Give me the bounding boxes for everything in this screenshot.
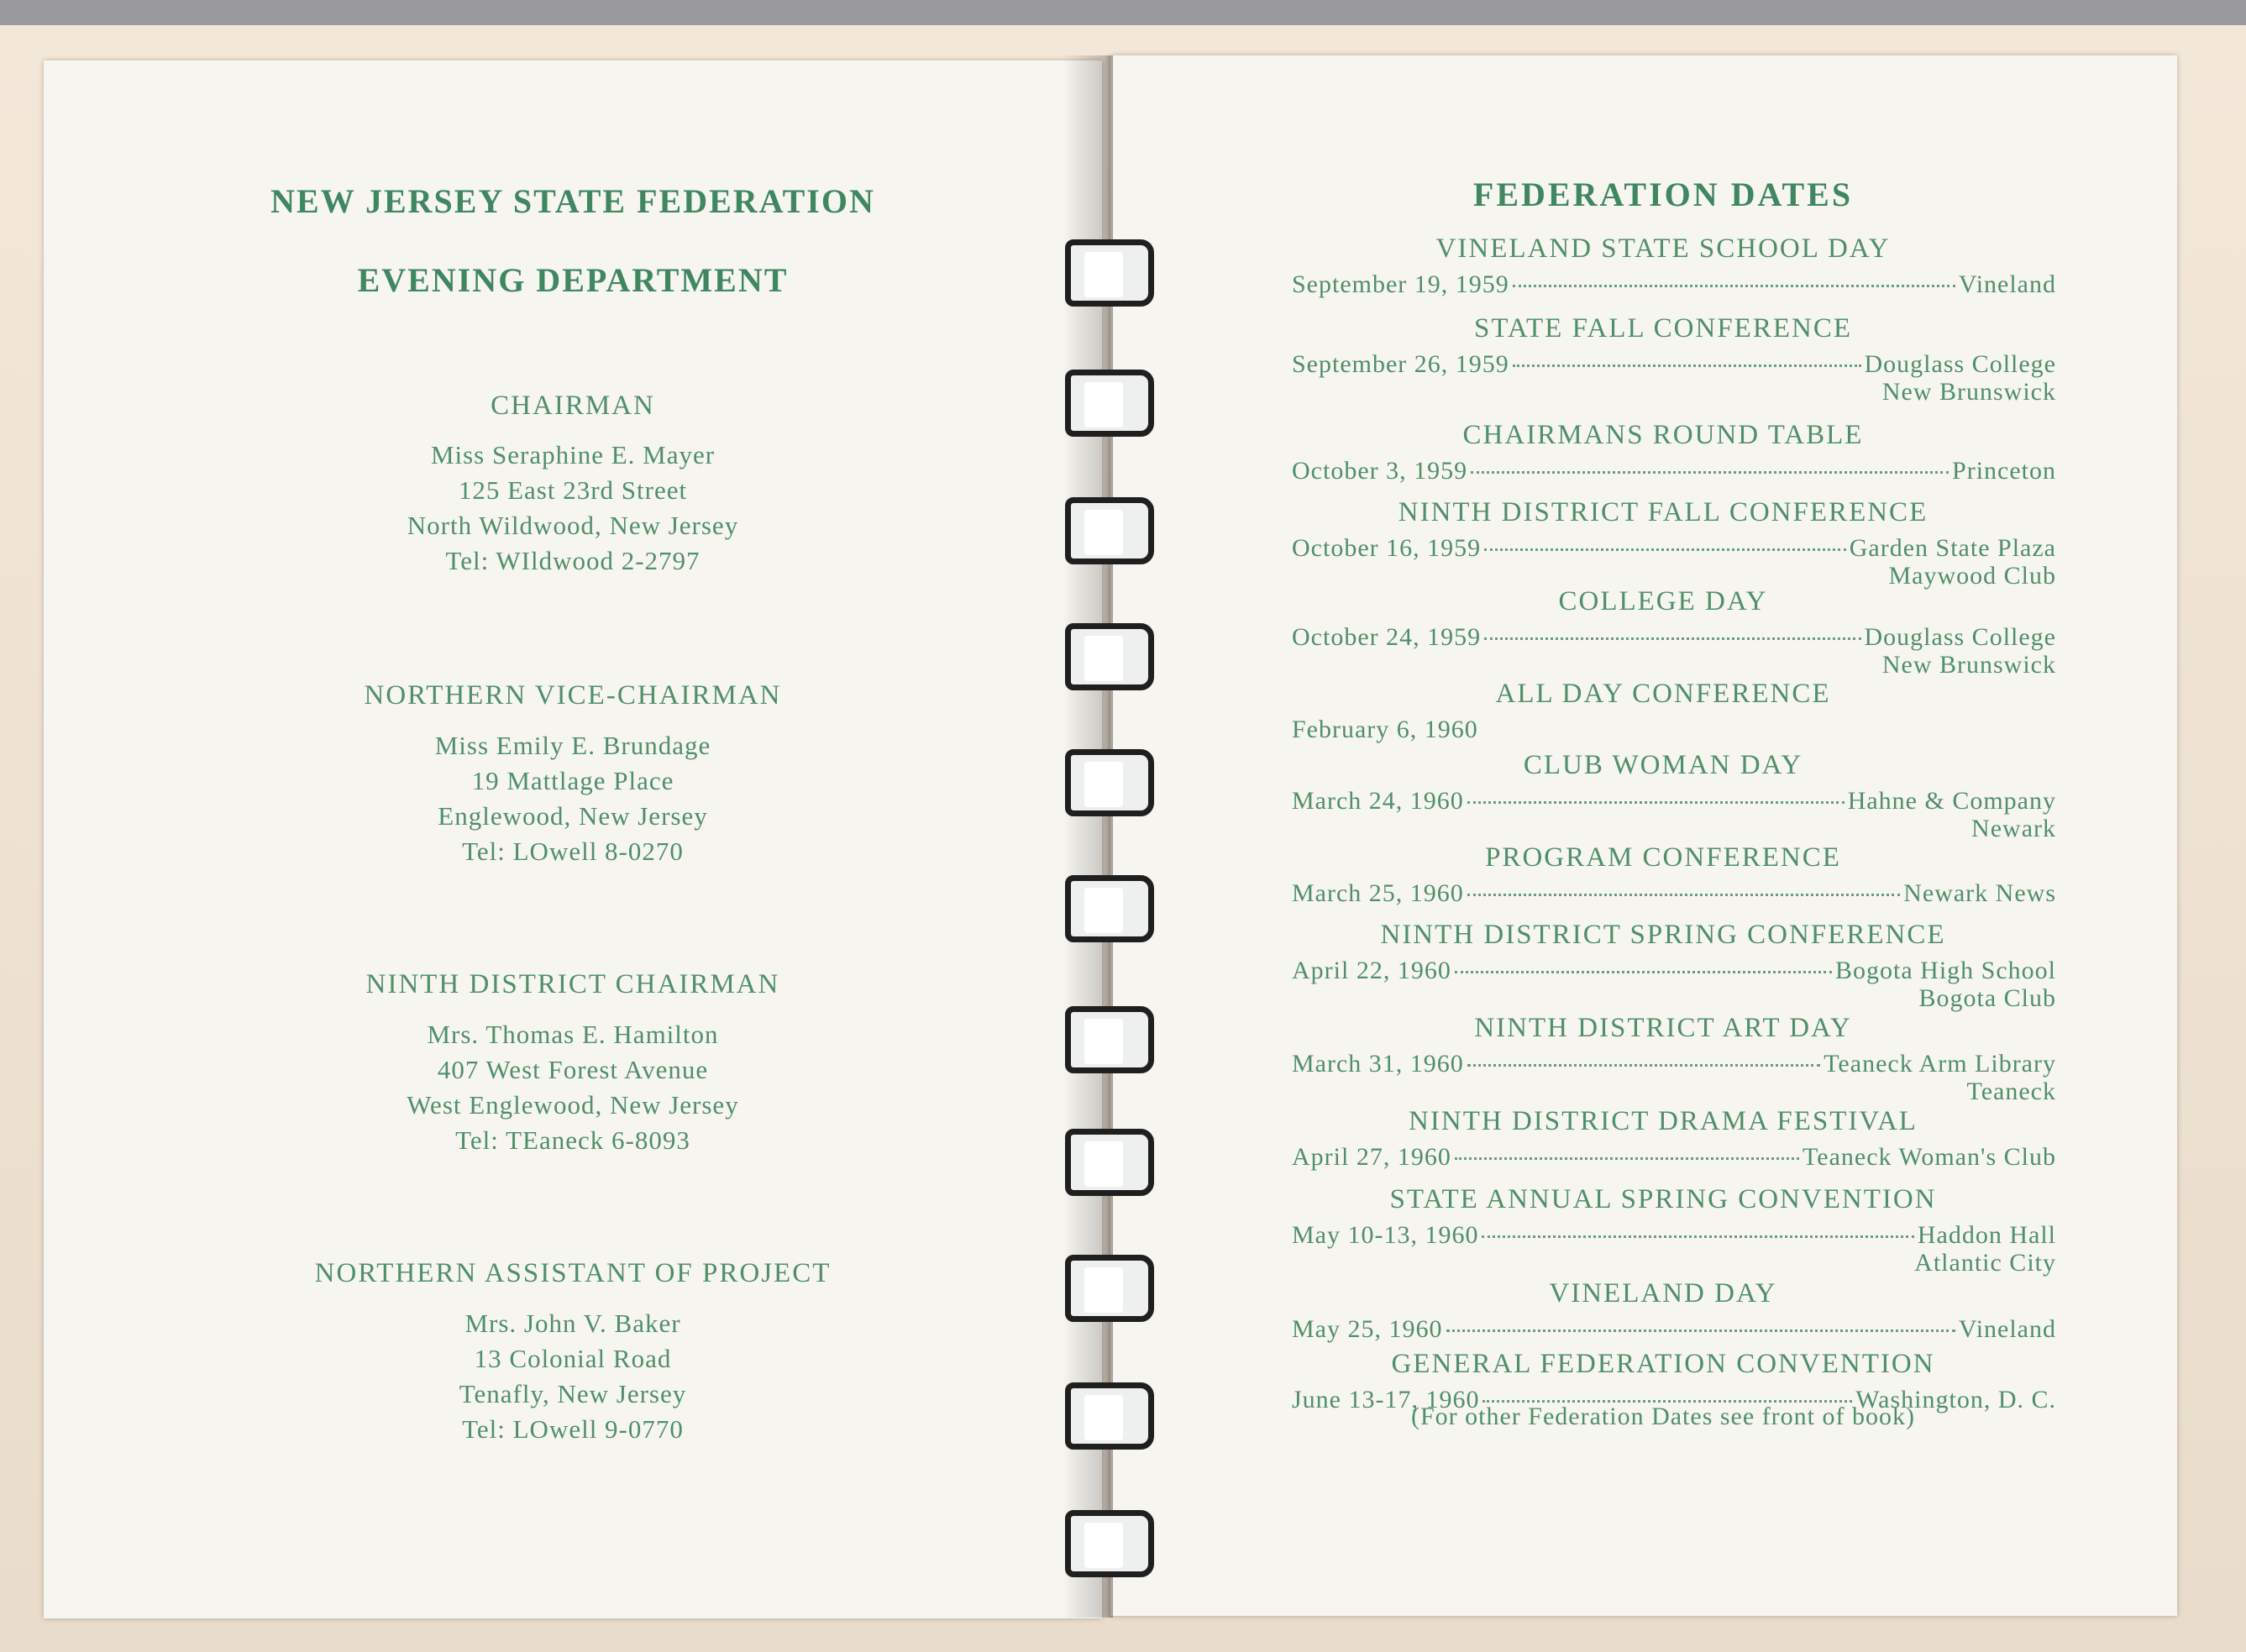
section-title: NINTH DISTRICT CHAIRMAN xyxy=(365,969,780,999)
event-row xyxy=(1292,1143,2056,1177)
federation-title: NEW JERSEY STATE FEDERATION xyxy=(270,182,875,220)
footnote: (For other Federation Dates see front of book) xyxy=(1410,1403,1915,1430)
event-place: Newark News xyxy=(1903,879,2056,907)
binding-ring xyxy=(1065,875,1154,942)
dot-leader xyxy=(1467,894,1900,896)
event-place: Hahne & Company xyxy=(1847,787,2056,815)
dot-leader xyxy=(1471,471,1949,474)
event-date: April 22, 1960 xyxy=(1292,957,1451,984)
event-place: Bogota High School xyxy=(1835,957,2056,984)
contact-name: Miss Emily E. Brundage xyxy=(434,731,711,760)
dot-leader xyxy=(1484,637,1860,640)
event-title: GENERAL FEDERATION CONVENTION xyxy=(1391,1349,1935,1379)
event-place: Garden State Plaza xyxy=(1849,534,2056,562)
contact-name: Mrs. John V. Baker xyxy=(464,1308,681,1338)
event-title: PROGRAM CONFERENCE xyxy=(1485,842,1841,873)
event-place: Teaneck Woman's Club xyxy=(1803,1143,2056,1171)
dot-leader xyxy=(1513,285,1955,287)
contact-phone: Tel: TEaneck 6-8093 xyxy=(455,1125,690,1155)
contact-city: Tenafly, New Jersey xyxy=(459,1379,687,1408)
event-row xyxy=(1292,270,2056,304)
event-title: NINTH DISTRICT DRAMA FESTIVAL xyxy=(1409,1106,1918,1136)
event-place-detail: Newark xyxy=(1971,815,2056,842)
contact-phone: Tel: LOwell 9-0770 xyxy=(462,1414,684,1444)
event-row xyxy=(1292,1315,2056,1349)
contact-street: 125 East 23rd Street xyxy=(458,475,688,505)
event-row xyxy=(1292,457,2056,490)
event-title: NINTH DISTRICT SPRING CONFERENCE xyxy=(1380,920,1946,950)
event-title: STATE FALL CONFERENCE xyxy=(1473,313,1853,344)
event-date: May 10-13, 1960 xyxy=(1292,1221,1479,1249)
event-place: Vineland xyxy=(1958,1315,2056,1343)
event-date: September 19, 1959 xyxy=(1292,270,1509,298)
event-date: March 31, 1960 xyxy=(1292,1050,1464,1078)
dot-leader xyxy=(1484,548,1846,551)
event-place: Douglass College xyxy=(1864,350,2056,378)
event-place: Douglass College xyxy=(1864,623,2056,651)
event-date: September 26, 1959 xyxy=(1292,350,1509,378)
event-date: June 13-17, 1960 xyxy=(1292,1386,1480,1413)
dot-leader xyxy=(1482,1235,1913,1238)
event-date: April 27, 1960 xyxy=(1292,1143,1451,1171)
section-title: NORTHERN ASSISTANT OF PROJECT xyxy=(314,1258,832,1288)
contact-phone: Tel: WIldwood 2-2797 xyxy=(445,546,701,575)
dot-leader xyxy=(1455,1157,1799,1160)
event-date: October 3, 1959 xyxy=(1292,457,1468,485)
event-place: Princeton xyxy=(1952,457,2056,485)
event-place-detail: Maywood Club xyxy=(1888,562,2056,590)
event-date: March 25, 1960 xyxy=(1292,879,1464,907)
event-title: CHAIRMANS ROUND TABLE xyxy=(1462,420,1864,450)
event-date: October 16, 1959 xyxy=(1292,534,1482,562)
event-place: Vineland xyxy=(1958,270,2056,298)
event-place: Teaneck Arm Library xyxy=(1824,1050,2056,1078)
dot-leader xyxy=(1446,1329,1955,1332)
contact-city: North Wildwood, New Jersey xyxy=(407,511,739,540)
dot-leader xyxy=(1455,971,1832,973)
contact-name: Mrs. Thomas E. Hamilton xyxy=(427,1020,719,1049)
event-date: October 24, 1959 xyxy=(1292,623,1482,651)
dot-leader xyxy=(1513,364,1861,367)
event-title: VINELAND DAY xyxy=(1549,1278,1777,1308)
event-row xyxy=(1292,716,2056,749)
dot-leader xyxy=(1467,801,1845,804)
event-date: February 6, 1960 xyxy=(1292,716,1478,743)
department-title: EVENING DEPARTMENT xyxy=(357,261,789,299)
event-title: NINTH DISTRICT FALL CONFERENCE xyxy=(1398,497,1929,527)
contact-name: Miss Seraphine E. Mayer xyxy=(430,440,716,469)
event-place-detail: Atlantic City xyxy=(1914,1249,2056,1277)
event-title: COLLEGE DAY xyxy=(1558,586,1768,616)
section-title: NORTHERN VICE-CHAIRMAN xyxy=(364,680,782,711)
contact-street: 13 Colonial Road xyxy=(474,1344,672,1373)
federation-dates-title: FEDERATION DATES xyxy=(1472,176,1854,213)
event-place-detail: New Brunswick xyxy=(1881,651,2056,679)
contact-city: Englewood, New Jersey xyxy=(438,801,708,831)
event-place-detail: Bogota Club xyxy=(1918,984,2056,1012)
contact-street: 19 Mattlage Place xyxy=(471,766,674,795)
contact-city: West Englewood, New Jersey xyxy=(407,1090,739,1120)
event-title: ALL DAY CONFERENCE xyxy=(1495,679,1831,709)
section-title: CHAIRMAN xyxy=(491,391,655,421)
contact-street: 407 West Forest Avenue xyxy=(437,1055,709,1084)
contact-phone: Tel: LOwell 8-0270 xyxy=(462,836,684,866)
event-title: VINELAND STATE SCHOOL DAY xyxy=(1435,233,1891,264)
event-title: NINTH DISTRICT ART DAY xyxy=(1474,1013,1852,1043)
dot-leader xyxy=(1467,1064,1820,1067)
event-place-detail: Teaneck xyxy=(1966,1078,2056,1105)
event-date: May 25, 1960 xyxy=(1292,1315,1443,1343)
event-date: March 24, 1960 xyxy=(1292,787,1464,815)
event-title: CLUB WOMAN DAY xyxy=(1523,750,1803,780)
event-title: STATE ANNUAL SPRING CONVENTION xyxy=(1389,1184,1937,1214)
event-place-detail: New Brunswick xyxy=(1881,378,2056,406)
event-place: Haddon Hall xyxy=(1917,1221,2056,1249)
event-place: Washington, D. C. xyxy=(1855,1386,2056,1413)
binding-ring xyxy=(1065,1510,1154,1577)
event-row xyxy=(1292,879,2056,913)
